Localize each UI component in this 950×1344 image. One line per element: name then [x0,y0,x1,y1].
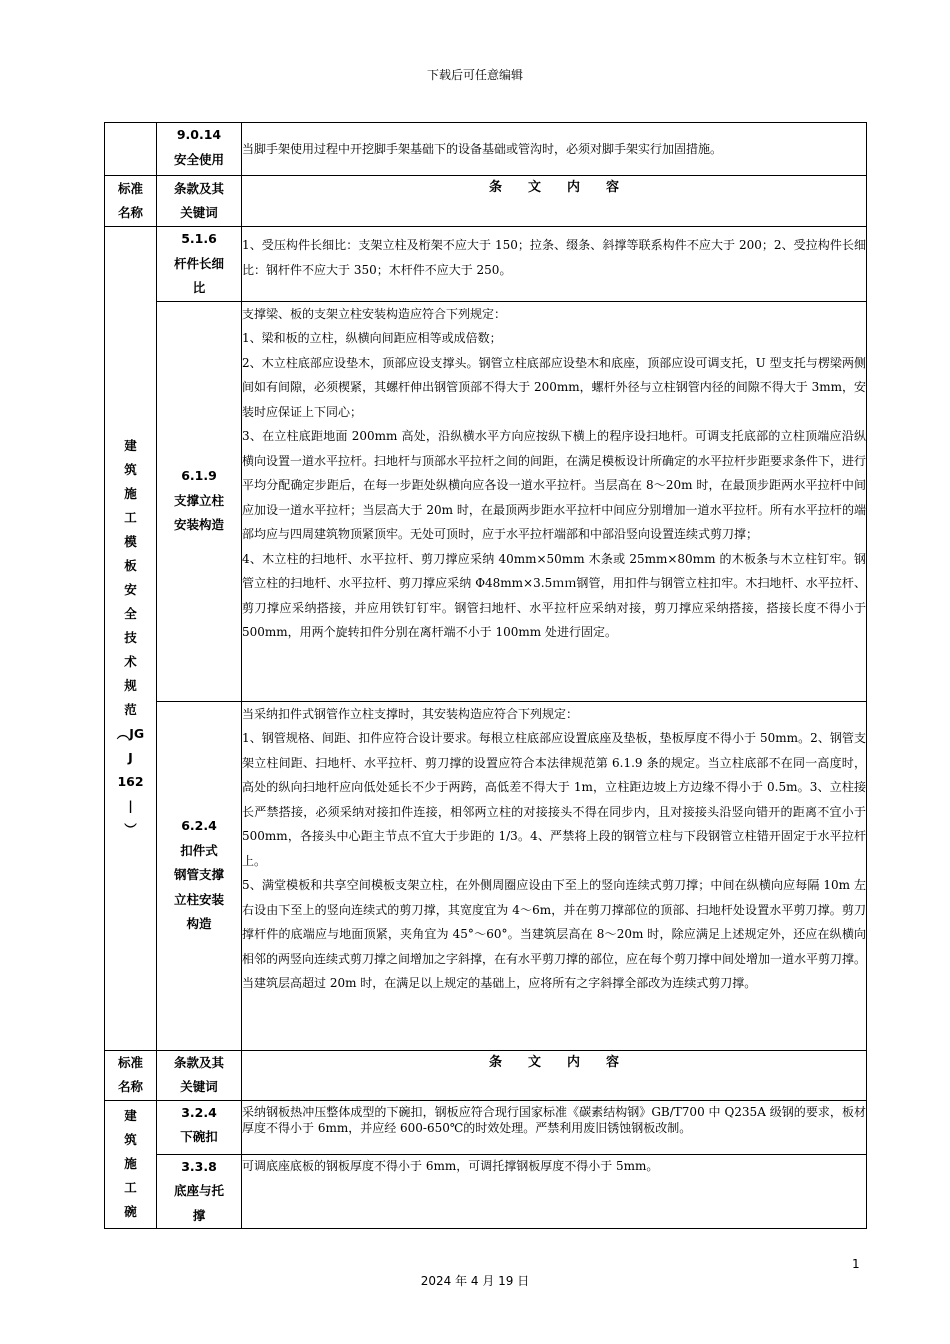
table-row [105,123,867,176]
page-number: 1 [852,1257,860,1271]
clause-cell: 5.1.6 杆件长细 比 [157,227,242,302]
std-name-char: | [128,798,133,814]
content-paragraph: 4、木立柱的扫地杆、水平拉杆、剪刀撑应采纳 40mm×50mm 木条或 25mm×80mm 的木板条与木立柱钉牢。钢管立柱的扫地杆、水平拉杆、剪刀撑应采纳 Φ48mm×3.5ｍｍ钢管，用扣件与钢管立柱扣牢。木扫地杆、水平拉杆、剪刀撑应采纳搭接，并应用铁钉钉牢。钢管扫地杆、水平拉杆应采纳对接，剪刀撑应采纳搭接，搭接长度不得小于 500mm，用两个旋转扣件分别在离杆端不小于 100mm 处进行固定。 [242,551,866,639]
content-cell [242,227,867,302]
header-std-name: 标准 名称 [105,176,157,227]
table-header-row [105,176,867,227]
std-name-char: 术 [124,654,137,670]
std-name-char: 全 [124,606,137,622]
std-name-char: 范 [124,702,137,718]
std-name-cell [105,123,157,176]
content-paragraph: 3、在立柱底距地面 200mm 高处，沿纵横水平方向应按纵下横上的程序设扫地杆。可调支托底部的立柱顶端应沿纵横向设置一道水平拉杆。扫地杆与顶部水平拉杆之间的间距，在满足模板设计所确定的水平拉杆步距要求条件下，进行平均分配确定步距后，在每一步距处纵横向应各设一道水平拉杆。当层高在 8～20m 时，在最顶步距两水平拉杆中间应加设一道水平拉杆；当层高大于 20m 时，在最顶两步距水平拉杆中间应分别增加一道水平拉杆。所有水平拉杆的端部均应与四周建筑物顶紧顶牢。无处可顶时，应于水平拉杆端部和中部沿竖向设置连续式剪刀撑； [242,429,867,541]
footer-date: 2024 年 4 月 19 日 [420,1274,530,1288]
std-name-char: ︶ [124,822,137,838]
clause-cell: 3.3.8 底座与托 撑 [157,1154,242,1229]
std-name-char: 建 [124,438,137,454]
content-cell: 采纳钢板热冲压整体成型的下碗扣，钢板应符合现行国家标准《碳素结构钢》GB/T700 中 Q235A 级钢的要求，板材厚度不得小于 6mm，并应经 600-650℃的时效处理。严禁利用废旧锈蚀钢板改制。 [242,1100,867,1154]
std-name-char: 施 [124,486,137,502]
table-header-row [105,1050,867,1100]
content-paragraph: 1、受压构件长细比：支架立柱及桁架不应大于 150；拉条、缀条、斜撑等联系构件不应大于 200；2、受拉构件长细比：钢杆件不应大于 350；木杆件不应大于 250。 [242,238,866,277]
clause-cell: 9.0.14 安全使用 [157,123,242,176]
header-clause: 条款及其 关键词 [157,1050,242,1100]
header-content: 条 文 内 容 [242,1050,867,1100]
clause-cell: 6.2.4 扣件式 钢管支撑 立柱安装 构造 [157,701,242,1050]
std-name-char: 技 [124,630,137,646]
std-name-vertical [105,1100,157,1229]
std-name-char: 工 [124,1180,137,1196]
std-name-char: 规 [124,678,137,694]
content-paragraph: 支撑梁、板的支架立柱安装构造应符合下列规定： [242,306,507,321]
table-row [105,701,867,1050]
page-header: 下载后可任意编辑 [426,68,523,82]
content-paragraph: 当采纳扣件式钢管作立柱支撑时，其安装构造应符合下列规定： [242,706,579,721]
table-row [105,1100,867,1154]
content-paragraph: 5、满堂模板和共享空间模板支架立柱，在外侧周圈应设由下至上的竖向连续式剪刀撑；中间在纵横向应每隔 10m 左右设由下至上的竖向连续式的剪刀撑，其宽度宜为 4～6m，并在剪刀撑部位的顶部、扫地杆处设置水平剪刀撑。剪刀撑杆件的底端应与地面顶紧，夹角宜为 45°～60°。当建筑层高在 8～20m 时，除应满足上述规定外，还应在纵横向相邻的两竖向连续式剪刀撑之间增加之字斜撑，在有水平剪刀撑的部位，应在每个剪刀撑中间处增加一道水平剪刀撑。当建筑层高超过 20m 时，在满足以上规定的基础上，应将所有之字斜撑全部改为连续式剪刀撑。 [242,878,867,990]
std-name-char: ︵JG [116,726,145,742]
std-name-char: J [128,750,133,766]
std-name-char: 安 [124,582,137,598]
std-name-char: 筑 [124,1132,137,1148]
clause-cell: 6.1.9 支撑立柱 安装构造 [157,301,242,701]
header-std-name: 标准 名称 [105,1050,157,1100]
std-name-char: 162 [117,774,144,790]
std-name-char: 施 [124,1156,137,1172]
std-name-char: 建 [124,1108,137,1124]
content-cell: 当脚手架使用过程中开挖脚手架基础下的设备基础或管沟时，必须对脚手架实行加固措施。 [242,123,867,176]
clause-cell: 3.2.4 下碗扣 [157,1100,242,1154]
table-row [105,227,867,302]
specification-table [104,122,867,1229]
content-cell [242,301,867,701]
table-row [105,1154,867,1229]
content-paragraph: 1、钢管规格、间距、扣件应符合设计要求。每根立柱底部应设置底座及垫板，垫板厚度不得小于 50mm。2、钢管支架立柱间距、扫地杆、水平拉杆、剪刀撑的设置应符合本法律规范第 6.1.9 条的规定。当立柱底部不在同一高度时，高处的纵向扫地杆应向低处延长不少于两跨，高低差不得大于 1m，立柱距边坡上方边缘不得小于 0.5m。3、立柱接长严禁搭接，必须采纳对接扣件连接，相邻两立柱的对接接头不得在同步内，且对接接头沿竖向错开的距离不宜小于 500mm，各接头中心距主节点不宜大于步距的 1/3。4、严禁将上段的钢管立柱与下段钢管立柱错开固定于水平拉杆上。 [242,731,866,868]
std-name-char: 工 [124,510,137,526]
header-content: 条 文 内 容 [242,176,867,227]
header-clause: 条款及其 关键词 [157,176,242,227]
table-row [105,301,867,701]
content-paragraph: 1、梁和板的立柱，纵横向间距应相等或成倍数； [242,331,502,345]
std-name-char: 板 [124,558,137,574]
content-cell [242,701,867,1050]
content-cell: 可调底座底板的钢板厚度不得小于 6mm，可调托撑钢板厚度不得小于 5mm。 [242,1154,867,1229]
std-name-vertical [105,227,157,1051]
std-name-char: 碗 [124,1204,137,1220]
std-name-char: 模 [124,534,137,550]
std-name-char: 筑 [124,462,137,478]
content-paragraph: 2、木立柱底部应设垫木，顶部应设支撑头。钢管立柱底部应设垫木和底座，顶部应设可调支托，U 型支托与楞梁两侧间如有间隙，必须楔紧，其螺杆伸出钢管顶部不得大于 200mm，螺杆外径与立柱钢管内径的间隙不得大于 3mm，安装时应保证上下同心； [242,355,866,419]
